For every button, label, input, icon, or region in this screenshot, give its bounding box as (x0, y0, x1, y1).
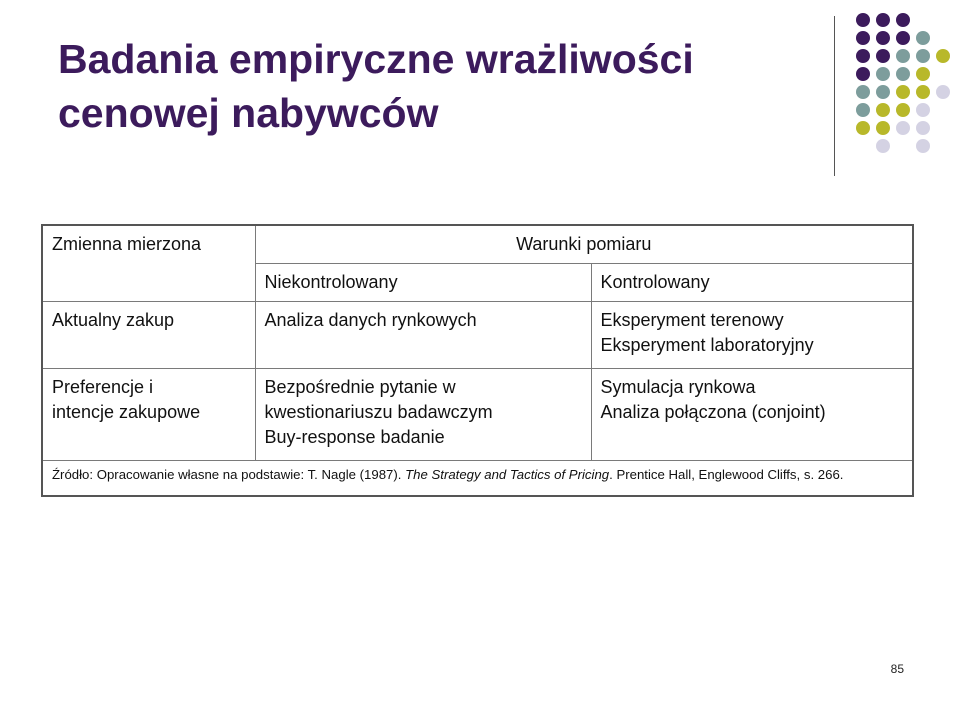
decorative-dot (876, 121, 890, 135)
decorative-dot (936, 85, 950, 99)
decorative-dot (856, 103, 870, 117)
controlled-cell (591, 369, 913, 461)
decorative-dot (916, 49, 930, 63)
controlled-method-text: Analiza połączona (conjoint) (600, 402, 826, 422)
decorative-dot (856, 31, 870, 45)
header-uncontrolled-label: Niekontrolowany (264, 272, 398, 292)
uncontrolled-method-text: Bezpośrednie pytanie w (264, 377, 456, 397)
decorative-dot (896, 67, 910, 81)
uncontrolled-cell (255, 302, 591, 369)
decorative-dot (876, 139, 890, 153)
decorative-dot (916, 31, 930, 45)
header-variable-label: Zmienna mierzona (52, 234, 202, 254)
controlled-method-text: Eksperyment terenowy (600, 310, 784, 330)
controlled-method-text: Symulacja rynkowa (600, 377, 756, 397)
source-book-title: The Strategy and Tactics of Pricing (405, 467, 610, 482)
table-header-row (42, 225, 913, 264)
decorative-dot (916, 139, 930, 153)
decorative-dot (936, 49, 950, 63)
source-prefix: Źródło: Opracowanie własne na podstawie: T. Nagle (1987). (52, 467, 406, 482)
header-controlled-cell (591, 264, 913, 302)
decorative-dot (876, 49, 890, 63)
header-conditions-cell (255, 225, 913, 264)
uncontrolled-method-text: Buy-response badanie (264, 427, 445, 447)
decorative-dot (916, 121, 930, 135)
decorative-dot (856, 49, 870, 63)
row-label-text: Aktualny zakup (52, 310, 175, 330)
decorative-dot-grid (850, 13, 950, 153)
decorative-vertical-rule (834, 16, 835, 176)
decorative-dot (916, 103, 930, 117)
decorative-dot (856, 67, 870, 81)
decorative-dot (896, 85, 910, 99)
measurement-conditions-table (41, 224, 914, 497)
decorative-dot (856, 13, 870, 27)
decorative-dot (876, 103, 890, 117)
decorative-dot (896, 49, 910, 63)
table-row (42, 302, 913, 369)
row-label-cell (42, 369, 255, 461)
decorative-dot (876, 85, 890, 99)
decorative-dot (876, 31, 890, 45)
source-note (42, 461, 913, 497)
controlled-method-text: Eksperyment laboratoryjny (600, 335, 814, 355)
decorative-dot (856, 85, 870, 99)
slide-title-line-1: Badania empiryczne wrażliwości (58, 36, 694, 82)
uncontrolled-cell (255, 369, 591, 461)
header-uncontrolled-cell (255, 264, 591, 302)
decorative-dot (856, 121, 870, 135)
row-label-cell (42, 302, 255, 369)
uncontrolled-method-text: kwestionariuszu badawczym (264, 402, 493, 422)
decorative-dot (876, 13, 890, 27)
slide-title (58, 32, 798, 140)
header-variable-cell (42, 225, 255, 302)
page-number: 85 (890, 662, 904, 676)
decorative-dot (896, 31, 910, 45)
decorative-dot (876, 67, 890, 81)
header-conditions-label: Warunki pomiaru (516, 234, 652, 254)
slide-title-line-2: cenowej nabywców (58, 90, 439, 136)
row-label-text: intencje zakupowe (52, 402, 201, 422)
table-row (42, 369, 913, 461)
uncontrolled-method-text: Analiza danych rynkowych (264, 310, 477, 330)
row-label-text: Preferencje i (52, 377, 154, 397)
decorative-dot (896, 103, 910, 117)
decorative-dot (916, 67, 930, 81)
controlled-cell (591, 302, 913, 369)
decorative-dot (896, 121, 910, 135)
table-source-row (42, 461, 913, 497)
header-controlled-label: Kontrolowany (600, 272, 710, 292)
source-suffix: . Prentice Hall, Englewood Cliffs, s. 266. (609, 467, 844, 482)
decorative-dot (896, 13, 910, 27)
decorative-dot (916, 85, 930, 99)
